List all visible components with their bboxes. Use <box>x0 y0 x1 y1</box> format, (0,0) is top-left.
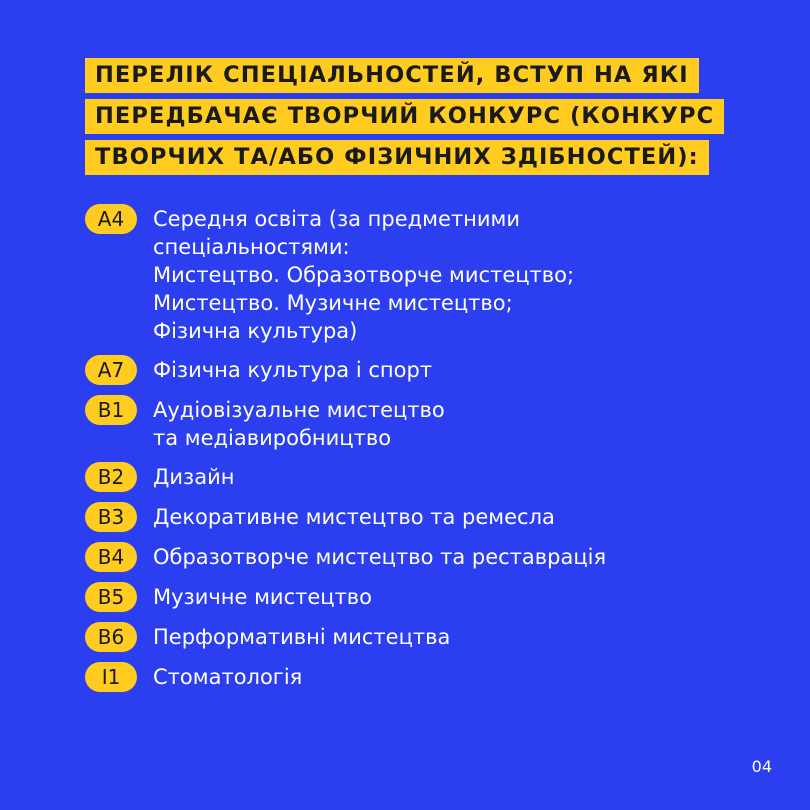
specialty-title <box>153 581 372 611</box>
specialty-title-line: Музичне мистецтво <box>153 585 373 609</box>
specialty-code-badge: А7 <box>85 355 137 385</box>
specialty-code-badge: В1 <box>85 395 137 425</box>
specialty-code-badge: І1 <box>85 662 137 692</box>
specialty-code-badge: В5 <box>85 582 137 612</box>
specialty-title-line: Образотворче мистецтво та реставрація <box>153 545 607 569</box>
specialty-title-line: Дизайн <box>153 465 235 489</box>
specialty-title <box>153 661 302 691</box>
specialty-list <box>85 203 775 701</box>
specialty-title-line: Мистецтво. Музичне мистецтво; <box>153 291 513 315</box>
specialty-title <box>153 354 432 384</box>
specialty-title-line: Аудіовізуальне мистецтво <box>153 398 445 422</box>
specialty-title-line: спеціальностями: <box>153 235 350 259</box>
specialty-title <box>153 501 555 531</box>
specialty-title-line: Мистецтво. Образотворче мистецтво; <box>153 263 575 287</box>
specialty-item <box>85 661 775 692</box>
specialty-title <box>153 394 445 452</box>
page-heading <box>85 58 735 181</box>
specialty-title <box>153 541 606 571</box>
specialty-title-line: Середня освіта (за предметними <box>153 207 521 231</box>
heading-line: ПЕРЕДБАЧАЄ ТВОРЧИЙ КОНКУРС (КОНКУРС <box>85 99 724 134</box>
specialty-code-badge: В6 <box>85 622 137 652</box>
specialty-title-line: Стоматологія <box>153 665 303 689</box>
heading-line: ПЕРЕЛІК СПЕЦІАЛЬНОСТЕЙ, ВСТУП НА ЯКІ <box>85 58 699 93</box>
specialty-item <box>85 354 775 385</box>
specialty-code-badge: В4 <box>85 542 137 572</box>
specialty-item <box>85 501 775 532</box>
specialty-title <box>153 461 234 491</box>
specialty-item <box>85 621 775 652</box>
heading-line: ТВОРЧИХ ТА/АБО ФІЗИЧНИХ ЗДІБНОСТЕЙ): <box>85 140 709 175</box>
specialty-item <box>85 541 775 572</box>
specialty-title-line: Фізична культура) <box>153 319 358 343</box>
page-number: 04 <box>751 757 772 776</box>
specialty-code-badge: А4 <box>85 204 137 234</box>
specialty-item <box>85 581 775 612</box>
specialty-item <box>85 461 775 492</box>
specialty-item <box>85 203 775 345</box>
specialty-code-badge: В3 <box>85 502 137 532</box>
specialty-title-line: Декоративне мистецтво та ремесла <box>153 505 555 529</box>
specialty-code-badge: В2 <box>85 462 137 492</box>
specialty-title-line: Фізична культура і спорт <box>153 358 433 382</box>
specialty-title-line: та медіавиробництво <box>153 426 392 450</box>
specialty-title <box>153 203 574 345</box>
specialty-title <box>153 621 450 651</box>
specialty-item <box>85 394 775 452</box>
specialty-title-line: Перформативні мистецтва <box>153 625 451 649</box>
